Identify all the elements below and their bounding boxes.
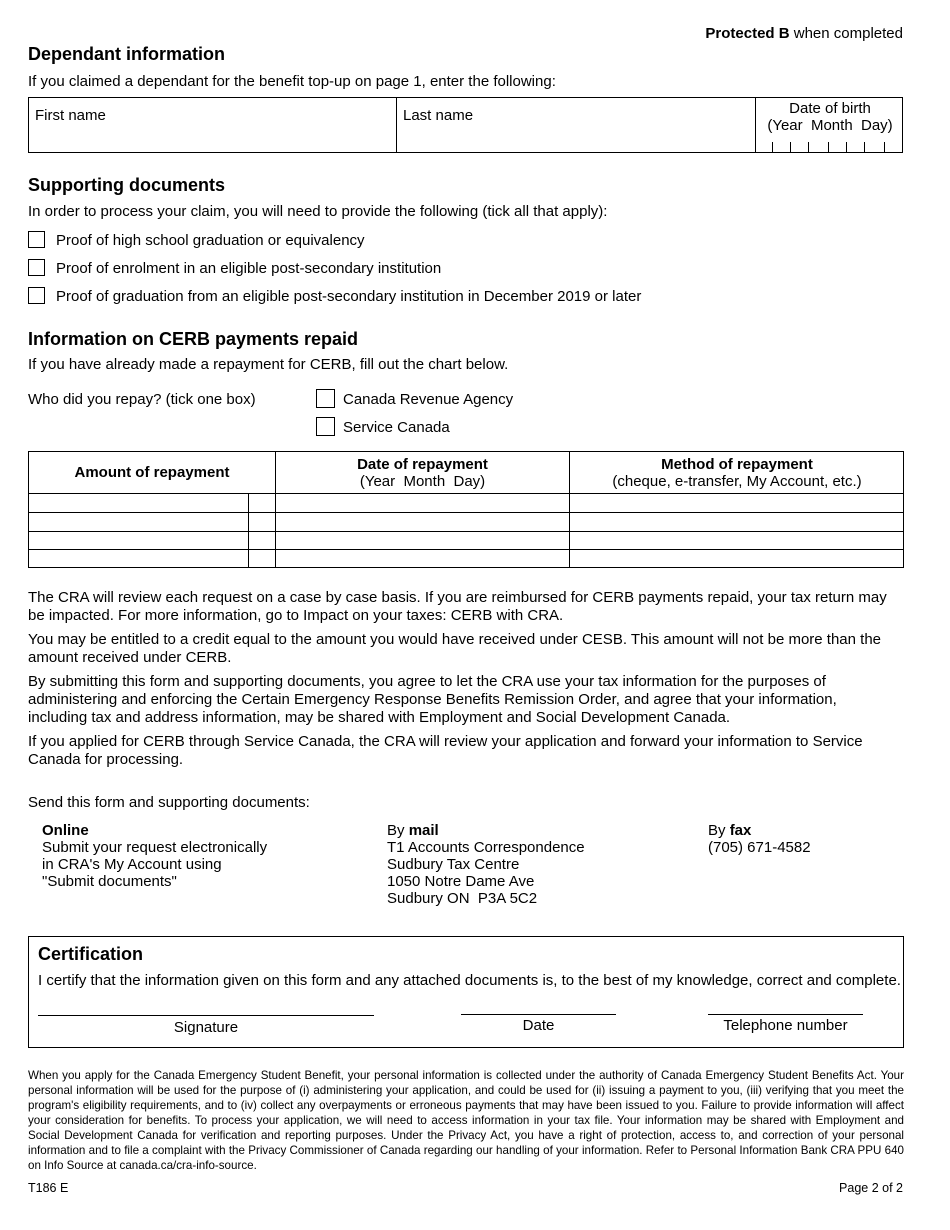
form-id: T186 E xyxy=(28,1181,69,1195)
checkbox-enrolment-label: Proof of enrolment in an eligible post-secondary institution xyxy=(56,260,442,277)
cerb-heading: Information on CERB payments repaid xyxy=(28,329,359,349)
checkbox-high-school[interactable] xyxy=(28,231,45,248)
repay-question: Who did you repay? (tick one box) xyxy=(28,391,256,408)
protected-notice: Protected B when completed xyxy=(705,25,903,42)
paragraph-consent: By submitting this form and supporting documents, you agree to let the CRA use your tax information for the purposes of administering and enforcing the Certain Emergency Response Benefits Remission Order, and agree that your information, including tax and address information, may be shared with Employment and Social Development Canada. xyxy=(28,673,837,726)
cerb-intro: If you have already made a repayment for CERB, fill out the chart below. xyxy=(28,356,509,373)
page-number: Page 2 of 2 xyxy=(839,1181,903,1195)
paragraph-credit: You may be entitled to a credit equal to the amount you would have received under CESB. This amount will not be more than the amount received under CERB. xyxy=(28,631,882,666)
checkbox-cra-label: Canada Revenue Agency xyxy=(343,391,514,408)
checkbox-cra[interactable] xyxy=(316,389,335,408)
dob-tick-marks xyxy=(742,138,898,152)
checkbox-graduation[interactable] xyxy=(28,287,45,304)
checkbox-graduation-label: Proof of graduation from an eligible post-secondary institution in December 2019 or later xyxy=(56,288,642,305)
signature-line[interactable] xyxy=(38,1015,374,1016)
certification-text: I certify that the information given on this form and any attached documents is, to the best of my knowledge, correct and complete. xyxy=(38,972,901,989)
last-name-field[interactable] xyxy=(397,98,756,152)
repayment-table xyxy=(28,451,904,568)
last-name-label: Last name xyxy=(403,107,474,124)
privacy-notice: When you apply for the Canada Emergency Student Benefit, your personal information is collected under the authority of Canada Emergency Student Benefits Act. Your personal information will be used for the purpose of (i) administering your application, and could be used for (ii) issuing a payment to you, (iii) verifying that you meet the program's eligibility requirements, and to (iv) collect any overpayments or erroneous payments that may have been issued to you. Failure to provide information will affect your consideration for benefits. To process your application, we will need to access information in your tax file. Your information may be shared with Employment and Social Development Canada for verification and reporting purposes. Under the Privacy Act, you have a right of protection, access to, and correction of your personal information and to file a complaint with the Privacy Commissioner of Canada regarding our handling of your information. Refer to Personal Information Bank CRA PPU 640 on Info Source at canada.ca/cra-info-source. xyxy=(28,1069,904,1172)
send-fax: By fax (705) 671-4582 xyxy=(708,822,811,856)
checkbox-service-canada-label: Service Canada xyxy=(343,419,450,436)
supporting-heading: Supporting documents xyxy=(28,175,225,195)
certification-box xyxy=(28,936,904,1048)
dependant-intro: If you claimed a dependant for the benefit top-up on page 1, enter the following: xyxy=(28,73,556,90)
dob-label: Date of birth xyxy=(789,100,871,117)
amount-header: Amount of repayment xyxy=(74,464,230,481)
date-header: Date of repayment (Year Month Day) xyxy=(357,455,488,490)
supporting-intro: In order to process your claim, you will need to provide the following (tick all that apply): xyxy=(28,203,608,220)
date-label: Date xyxy=(522,1017,555,1034)
date-line[interactable] xyxy=(461,1014,616,1015)
send-mail: By mail T1 Accounts Correspondence Sudbury Tax Centre 1050 Notre Dame Ave Sudbury ON P3A 5C2 xyxy=(387,822,585,907)
first-name-field[interactable] xyxy=(29,98,397,152)
send-online: Online Submit your request electronically in CRA's My Account using "Submit documents" xyxy=(42,822,268,890)
checkbox-high-school-label: Proof of high school graduation or equivalency xyxy=(56,232,365,249)
signature-label: Signature xyxy=(173,1019,239,1036)
checkbox-service-canada[interactable] xyxy=(316,417,335,436)
first-name-label: First name xyxy=(35,107,106,124)
dependant-heading: Dependant information xyxy=(28,44,225,64)
method-header: Method of repayment (cheque, e-transfer, My Account, etc.) xyxy=(612,455,862,490)
paragraph-review: The CRA will review each request on a case by case basis. If you are reimbursed for CERB payments repaid, your tax return may be impacted. For more information, go to Impact on your taxes: CERB with CRA. xyxy=(28,589,887,624)
telephone-line[interactable] xyxy=(708,1014,863,1015)
paragraph-service-canada: If you applied for CERB through Service Canada, the CRA will review your application and forward your information to Service Canada for processing. xyxy=(28,733,863,768)
dob-format: (Year Month Day) xyxy=(767,117,893,134)
send-intro: Send this form and supporting documents: xyxy=(28,794,310,811)
certification-heading: Certification xyxy=(38,944,144,964)
checkbox-enrolment[interactable] xyxy=(28,259,45,276)
telephone-label: Telephone number xyxy=(723,1017,848,1034)
